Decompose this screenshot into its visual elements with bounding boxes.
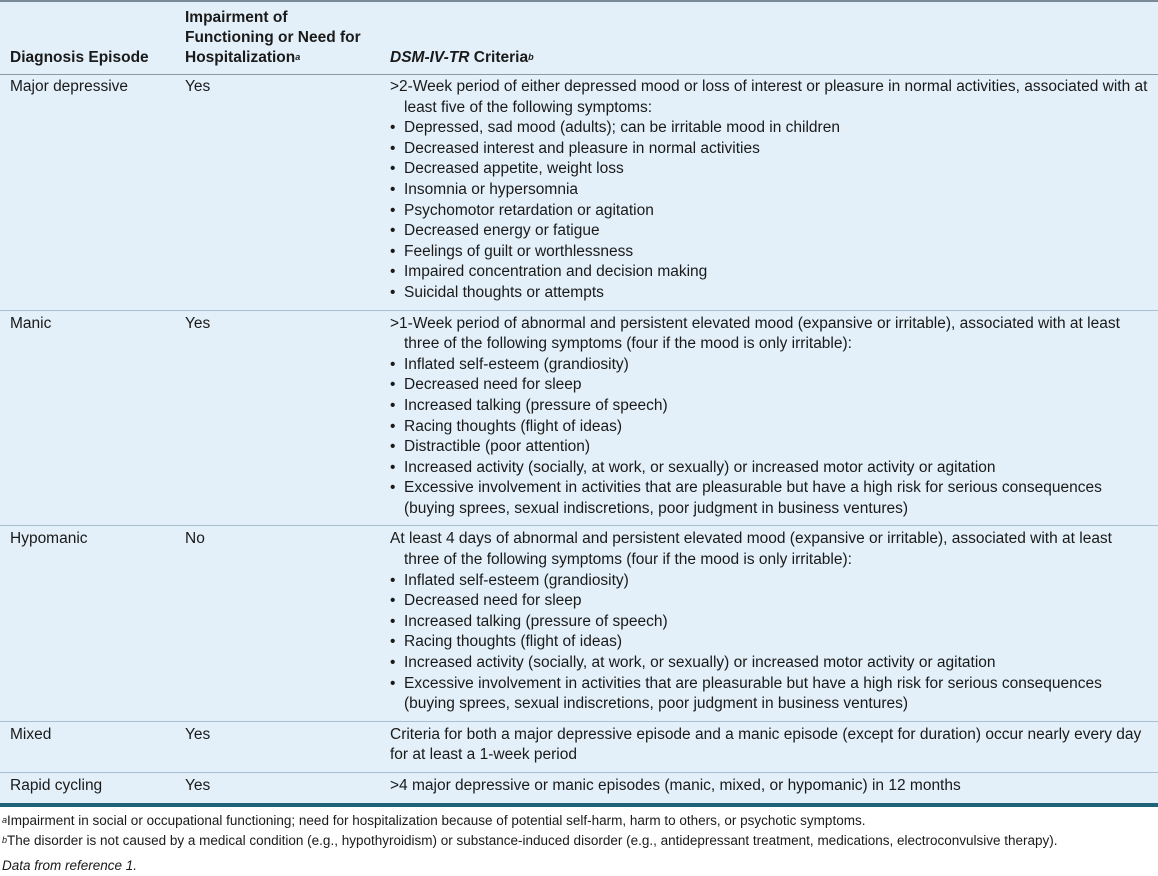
cell-episode: Rapid cycling	[0, 773, 175, 803]
criteria-intro: >1-Week period of abnormal and persistent elevated mood (expansive or irritable), associated with at least three of the following symptoms (four if the mood is only irritable):	[390, 314, 1120, 353]
bullet-icon: •	[390, 612, 396, 630]
criteria-intro: >2-Week period of either depressed mood or loss of interest or pleasure in normal activities, associated with at least five of the following symptoms:	[390, 78, 1148, 116]
bullet-icon: •	[390, 458, 396, 476]
cell-criteria	[380, 721, 1158, 772]
symptom-item	[390, 159, 1148, 180]
criteria-intro: Criteria for both a major depressive episode and a manic episode (except for duration) occur nearly every day for at least a 1-week period	[390, 725, 1142, 764]
criteria-intro: At least 4 days of abnormal and persistent elevated mood (expansive or irritable), associated with at least three of the following symptoms (four if the mood is only irritable):	[390, 530, 1112, 569]
bullet-icon: •	[390, 222, 396, 240]
symptom-item	[390, 571, 1148, 592]
symptom-item	[390, 674, 1148, 715]
table-row	[0, 721, 1158, 772]
symptom-item	[390, 612, 1148, 633]
header-diagnosis-episode	[0, 2, 175, 75]
bullet-icon: •	[390, 674, 396, 692]
header-italic-text: DSM-IV-TR	[390, 49, 470, 66]
symptom-text: Decreased energy or fatigue	[404, 222, 600, 240]
symptom-list	[390, 571, 1148, 715]
cell-episode: Major depressive	[10, 78, 129, 95]
symptom-item	[390, 375, 1148, 396]
bullet-icon: •	[390, 283, 396, 301]
cell-criteria	[380, 526, 1158, 721]
symptom-text: Inflated self-esteem (grandiosity)	[404, 571, 629, 589]
footnote-marker: a	[2, 814, 8, 825]
table-header-row	[0, 2, 1158, 75]
cell-episode: Mixed	[0, 721, 175, 772]
symptom-list	[390, 355, 1148, 520]
symptom-item	[390, 632, 1148, 653]
cell-episode: Hypomanic	[0, 526, 175, 721]
bullet-icon: •	[390, 417, 396, 435]
symptom-text: Distractible (poor attention)	[404, 438, 591, 456]
bullet-icon: •	[390, 160, 396, 178]
symptom-item	[390, 221, 1148, 242]
header-impairment	[175, 2, 380, 75]
symptom-text: Suicidal thoughts or attempts	[404, 283, 604, 301]
footnote-a	[2, 811, 1156, 831]
symptom-item	[390, 201, 1148, 222]
symptom-text: Decreased appetite, weight loss	[404, 160, 624, 178]
symptom-item	[390, 458, 1148, 479]
symptom-text: Decreased need for sleep	[404, 592, 582, 610]
cell-criteria	[380, 773, 1158, 803]
bullet-icon: •	[390, 180, 396, 198]
symptom-item	[390, 591, 1148, 612]
header-text: Diagnosis Episode	[10, 49, 149, 66]
symptom-item	[390, 478, 1148, 519]
symptom-item	[390, 396, 1148, 417]
symptom-item	[390, 283, 1148, 304]
bullet-icon: •	[390, 571, 396, 589]
symptom-text: Increased activity (socially, at work, or sexually) or increased motor activity or agitation	[404, 654, 996, 672]
symptom-item	[390, 139, 1148, 160]
symptom-text: Feelings of guilt or worthlessness	[404, 242, 634, 260]
bullet-icon: •	[390, 396, 396, 414]
footnote-marker: b	[528, 52, 534, 62]
bullet-icon: •	[390, 438, 396, 456]
symptom-list	[390, 118, 1148, 303]
symptom-text: Excessive involvement in activities that are pleasurable but have a high risk for serious consequences (buying sprees, sexual indiscretions, poor judgment in business ventures)	[404, 479, 1102, 517]
symptom-text: Excessive involvement in activities that are pleasurable but have a high risk for serious consequences (buying sprees, sexual indiscretions, poor judgment in business ventures)	[404, 674, 1102, 713]
table-body	[0, 75, 1158, 803]
bullet-icon: •	[390, 633, 396, 651]
source-note: Data from reference 1.	[2, 857, 138, 873]
header-text: Criteria	[469, 49, 529, 66]
bullet-icon: •	[390, 242, 396, 260]
cell-impairment: Yes	[175, 721, 380, 772]
footnote-b	[2, 831, 1156, 851]
symptom-item	[390, 118, 1148, 139]
bullet-icon: •	[390, 355, 396, 373]
symptom-item	[390, 417, 1148, 438]
cell-impairment: Yes	[175, 773, 380, 803]
footnote-marker: a	[295, 52, 301, 62]
table-row	[0, 75, 1158, 311]
cell-impairment: Yes	[185, 78, 211, 95]
table-footnotes	[0, 807, 1158, 876]
symptom-item	[390, 355, 1148, 376]
symptom-text: Inflated self-esteem (grandiosity)	[404, 355, 629, 373]
cell-episode: Manic	[0, 310, 175, 526]
symptom-text: Impaired concentration and decision making	[404, 263, 708, 281]
symptom-text: Decreased interest and pleasure in normal activities	[404, 139, 760, 157]
symptom-item	[390, 653, 1148, 674]
cell-impairment: No	[175, 526, 380, 721]
dsm-criteria-table	[0, 2, 1158, 803]
bullet-icon: •	[390, 119, 396, 137]
header-text: Impairment of Functioning or Need for Hospitalization	[185, 9, 361, 66]
bullet-icon: •	[390, 592, 396, 610]
symptom-item	[390, 180, 1148, 201]
symptom-text: Increased talking (pressure of speech)	[404, 396, 668, 414]
footnote-text: The disorder is not caused by a medical condition (e.g., hypothyroidism) or substance-induced disorder (e.g., antidepressant treatment, medications, electroconvulsive therapy).	[7, 832, 1058, 848]
symptom-item	[390, 437, 1148, 458]
table-row	[0, 310, 1158, 526]
symptom-text: Increased talking (pressure of speech)	[404, 612, 668, 630]
bullet-icon: •	[390, 263, 396, 281]
bullet-icon: •	[390, 479, 396, 497]
symptom-text: Insomnia or hypersomnia	[404, 180, 579, 198]
cell-criteria	[380, 75, 1158, 311]
table-row	[0, 526, 1158, 721]
footnote-marker: b	[2, 834, 8, 845]
cell-criteria	[380, 310, 1158, 526]
bullet-icon: •	[390, 376, 396, 394]
symptom-text: Depressed, sad mood (adults); can be irritable mood in children	[404, 119, 840, 137]
symptom-item	[390, 242, 1148, 263]
criteria-intro: >4 major depressive or manic episodes (manic, mixed, or hypomanic) in 12 months	[390, 777, 961, 794]
header-criteria	[380, 2, 1158, 75]
symptom-text: Racing thoughts (flight of ideas)	[404, 417, 622, 435]
bullet-icon: •	[390, 139, 396, 157]
symptom-text: Increased activity (socially, at work, or sexually) or increased motor activity or agitation	[404, 458, 996, 476]
cell-impairment: Yes	[175, 310, 380, 526]
symptom-item	[390, 262, 1148, 283]
bullet-icon: •	[390, 201, 396, 219]
symptom-text: Psychomotor retardation or agitation	[404, 201, 654, 219]
symptom-text: Decreased need for sleep	[404, 376, 582, 394]
footnote-text: Impairment in social or occupational functioning; need for hospitalization because of potential self-harm, harm to others, or psychotic symptoms.	[7, 812, 866, 828]
table-row	[0, 773, 1158, 803]
symptom-text: Racing thoughts (flight of ideas)	[404, 633, 622, 651]
bullet-icon: •	[390, 654, 396, 672]
